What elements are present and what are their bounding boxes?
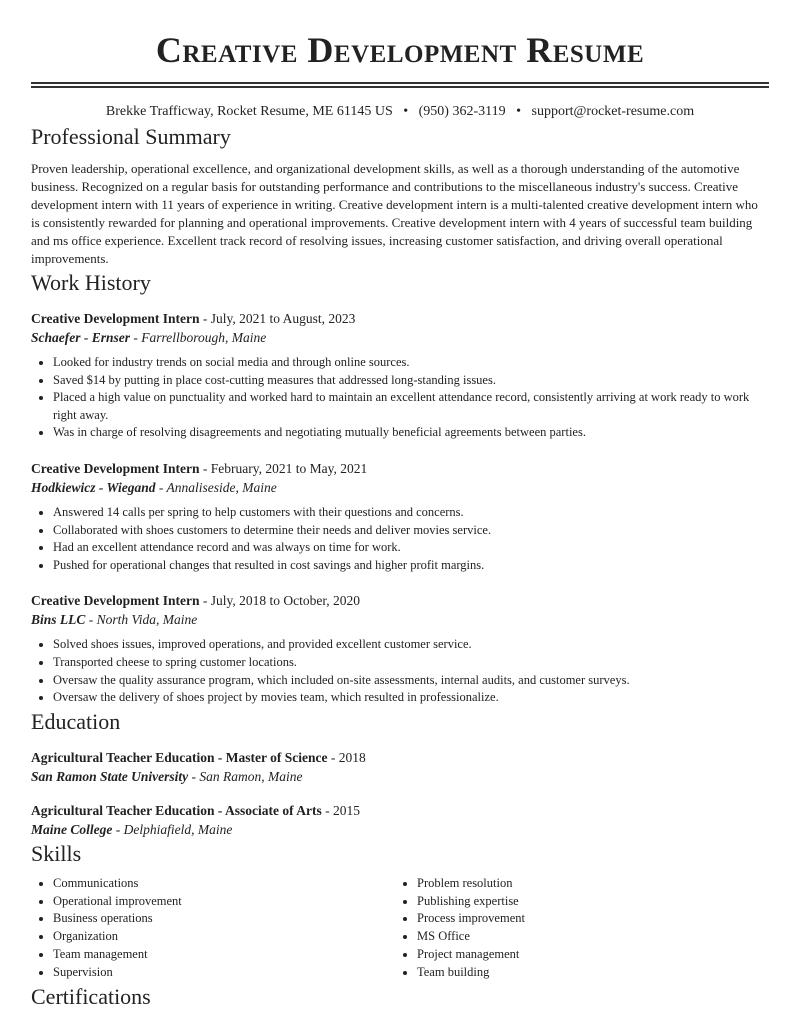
contact-address: Brekke Trafficway, Rocket Resume, ME 61145 US (105, 104, 393, 119)
resume-title: Creative Development Resume (155, 30, 645, 70)
skills-column-right (395, 875, 759, 982)
job-entry (31, 459, 769, 574)
job-bullets (31, 354, 769, 442)
job-location: - North Vida, Maine (85, 612, 198, 628)
summary-text: Proven leadership, operational excellence, and organizational development skills, as well as a thorough understanding of the automotive business. Recognized on a regular basis for outstanding performance and contributions to the miscellaneous industry's success. Creative development intern with 11 years of experience in writing. Creative development intern is a multi-talented creative development intern who is consistently rewarded for planning and operational improvements. Creative development intern with 4 years of successful team building and ms office experience. Excellent track record of resolving issues, increasing customer satisfaction, and driving overall operational improvements. (31, 161, 758, 266)
job-dates: - July, 2021 to August, 2023 (199, 311, 356, 326)
job-company: Hodkiewicz - Wiegand (31, 479, 156, 495)
job-company-line (31, 610, 769, 629)
contact-phone: (950) 362-3119 (418, 104, 506, 119)
contact-line (31, 102, 769, 122)
contact-email[interactable]: support@rocket-resume.com (531, 104, 695, 119)
title-divider (31, 82, 769, 88)
job-bullets (31, 504, 769, 574)
job-bullet: • Collaborated with shoes customers to determine their needs and deliver movies service. (53, 522, 769, 540)
job-company-line (31, 478, 769, 497)
school-name: Maine College (31, 821, 113, 837)
skill-item: • Project management (417, 946, 759, 964)
degree-year: - 2018 (327, 749, 366, 765)
job-bullet: • Was in charge of resolving disagreements and negotiating mutually beneficial agreements between parties. (53, 424, 769, 442)
education-entry (31, 748, 769, 786)
job-title: Creative Development Intern (31, 460, 200, 476)
job-bullets (31, 636, 769, 706)
school-location: - San Ramon, Maine (188, 768, 303, 784)
job-title-line (31, 309, 769, 328)
job-bullet: • Looked for industry trends on social media and through online sources. (53, 354, 769, 372)
skills-grid (31, 875, 769, 982)
skill-item: • Process improvement (417, 910, 759, 928)
job-entry (31, 591, 769, 706)
skill-item: • Organization (53, 928, 395, 946)
job-title-line (31, 591, 769, 610)
skill-item: • Team management (53, 946, 395, 964)
contact-separator: • (516, 104, 522, 119)
job-bullet: • Solved shoes issues, improved operations, and provided excellent customer service. (53, 636, 769, 654)
contact-separator: • (403, 104, 409, 119)
school-location: - Delphiafield, Maine (112, 821, 233, 837)
job-bullet: • Transported cheese to spring customer locations. (53, 654, 769, 672)
job-company: Schaefer - Ernser (31, 330, 131, 345)
skill-item: • Problem resolution (417, 875, 759, 893)
job-location: - Annaliseside, Maine (155, 479, 277, 495)
degree-name: Agricultural Teacher Education - Associate of Arts (31, 802, 322, 818)
summary-heading: Professional Summary (31, 124, 231, 149)
degree-line (31, 801, 769, 820)
job-title-line (31, 459, 769, 478)
skill-item: • Publishing expertise (417, 893, 759, 911)
skills-heading: Skills (31, 840, 82, 866)
job-bullet: • Oversaw the quality assurance program, which included on-site assessments, internal audits, and customer surveys. (53, 672, 769, 690)
job-dates: - February, 2021 to May, 2021 (199, 460, 368, 476)
skill-item: • MS Office (417, 928, 759, 946)
work-history-heading: Work History (31, 270, 151, 295)
job-bullet: • Placed a high value on punctuality and worked hard to maintain an excellent attendance record, consistently arriving at work ready to work right away. (53, 389, 769, 424)
job-bullet: • Answered 14 calls per spring to help customers with their questions and concerns. (53, 504, 769, 522)
job-location: - Farrellborough, Maine (130, 330, 267, 345)
degree-year: - 2015 (321, 802, 360, 818)
education-entry (31, 801, 769, 839)
job-title: Creative Development Intern (31, 593, 200, 609)
education-heading: Education (31, 708, 121, 734)
certifications-heading: Certifications (31, 983, 151, 1009)
job-company-line (31, 328, 769, 347)
school-line (31, 820, 769, 839)
job-entry (31, 309, 769, 442)
school-line (31, 767, 769, 786)
job-bullet: • Had an excellent attendance record and was always on time for work. (53, 539, 769, 557)
job-bullet: • Oversaw the delivery of shoes project by movies team, which resulted in professionalize. (53, 689, 769, 707)
job-title: Creative Development Intern (31, 311, 200, 326)
job-bullet: • Saved $14 by putting in place cost-cutting measures that addressed long-standing issues. (53, 372, 769, 390)
school-name: San Ramon State University (31, 768, 189, 784)
degree-name: Agricultural Teacher Education - Master of Science (31, 749, 328, 765)
skills-column-left (31, 875, 395, 982)
job-bullet: • Pushed for operational changes that resulted in cost savings and higher profit margins. (53, 557, 769, 575)
job-company: Bins LLC (31, 612, 86, 628)
job-dates: - July, 2018 to October, 2020 (199, 593, 361, 609)
resume-page (31, 0, 769, 1012)
skill-item: • Supervision (53, 964, 395, 982)
skill-item: • Communications (53, 875, 395, 893)
skill-item: • Business operations (53, 910, 395, 928)
skill-item: • Operational improvement (53, 893, 395, 911)
degree-line (31, 748, 769, 767)
skill-item: • Team building (417, 964, 759, 982)
